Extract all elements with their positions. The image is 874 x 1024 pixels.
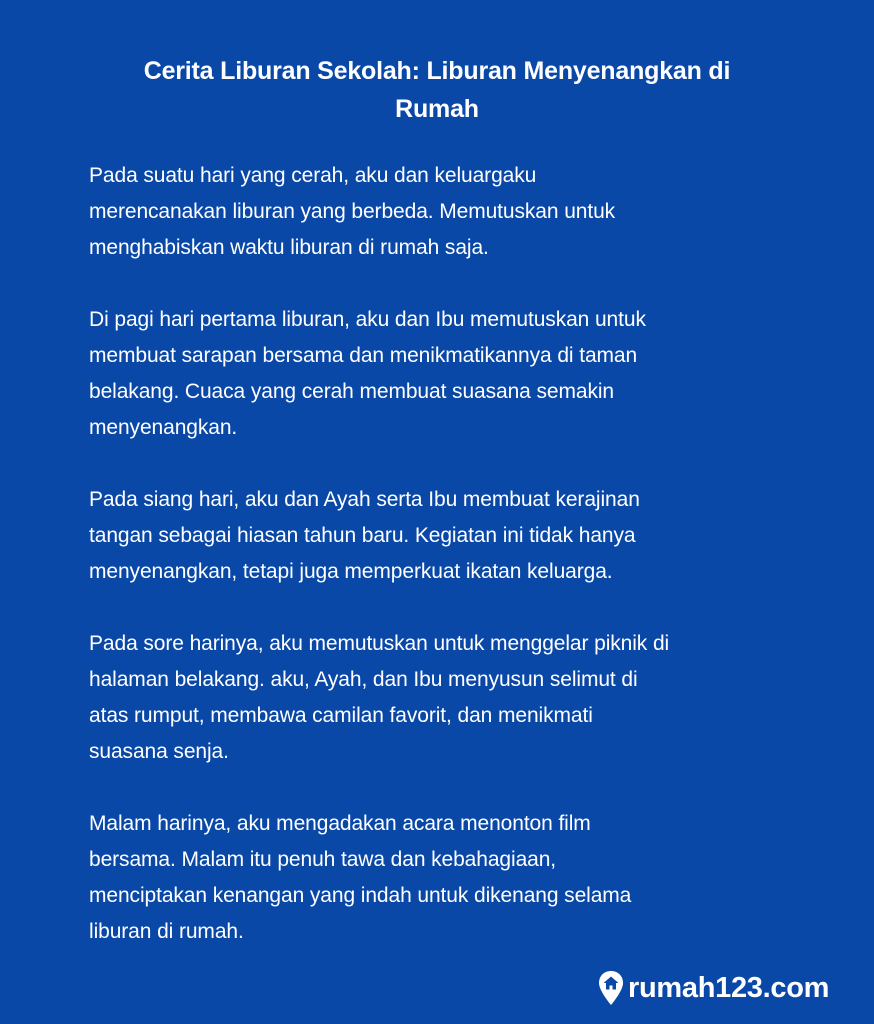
paragraph-2 bbox=[89, 302, 789, 446]
text-line: belakang. Cuaca yang cerah membuat suasana semakin bbox=[89, 380, 614, 403]
text-line: halaman belakang. aku, Ayah, dan Ibu menyusun selimut di bbox=[89, 668, 638, 691]
brand-logo bbox=[598, 968, 829, 1008]
paragraph-1 bbox=[89, 158, 789, 266]
brand-name: rumah123.com bbox=[628, 972, 830, 1004]
text-line: tangan sebagai hiasan tahun baru. Kegiatan ini tidak hanya bbox=[89, 524, 636, 547]
text-line: menyenangkan, tetapi juga memperkuat ikatan keluarga. bbox=[89, 560, 613, 583]
text-line: Di pagi hari pertama liburan, aku dan Ibu memutuskan untuk bbox=[89, 308, 646, 331]
text-line: menyenangkan. bbox=[89, 416, 238, 439]
text-line: bersama. Malam itu penuh tawa dan kebahagiaan, bbox=[89, 848, 557, 871]
text-line: menciptakan kenangan yang indah untuk dikenang selama bbox=[89, 884, 632, 907]
text-line: membuat sarapan bersama dan menikmatikannya di taman bbox=[89, 344, 638, 367]
paragraph-4 bbox=[89, 626, 789, 770]
location-pin-house-icon bbox=[598, 970, 624, 1006]
paragraph-5 bbox=[89, 806, 789, 950]
title-line: Rumah bbox=[395, 95, 479, 123]
text-line: Pada sore harinya, aku memutuskan untuk menggelar piknik di bbox=[89, 632, 670, 655]
text-line: atas rumput, membawa camilan favorit, dan menikmati bbox=[89, 704, 593, 727]
text-line: suasana senja. bbox=[89, 740, 229, 763]
text-line: liburan di rumah. bbox=[89, 920, 244, 943]
story-body bbox=[89, 158, 789, 986]
title-line: Cerita Liburan Sekolah: Liburan Menyenangkan di bbox=[143, 57, 731, 85]
paragraph-3 bbox=[89, 482, 789, 590]
text-line: menghabiskan waktu liburan di rumah saja. bbox=[89, 236, 489, 259]
text-line: merencanakan liburan yang berbeda. Memutuskan untuk bbox=[89, 200, 616, 223]
text-line: Pada suatu hari yang cerah, aku dan keluargaku bbox=[89, 164, 537, 187]
text-line: Pada siang hari, aku dan Ayah serta Ibu membuat kerajinan bbox=[89, 488, 640, 511]
article-title bbox=[90, 52, 784, 128]
text-line: Malam harinya, aku mengadakan acara menonton film bbox=[89, 812, 591, 835]
